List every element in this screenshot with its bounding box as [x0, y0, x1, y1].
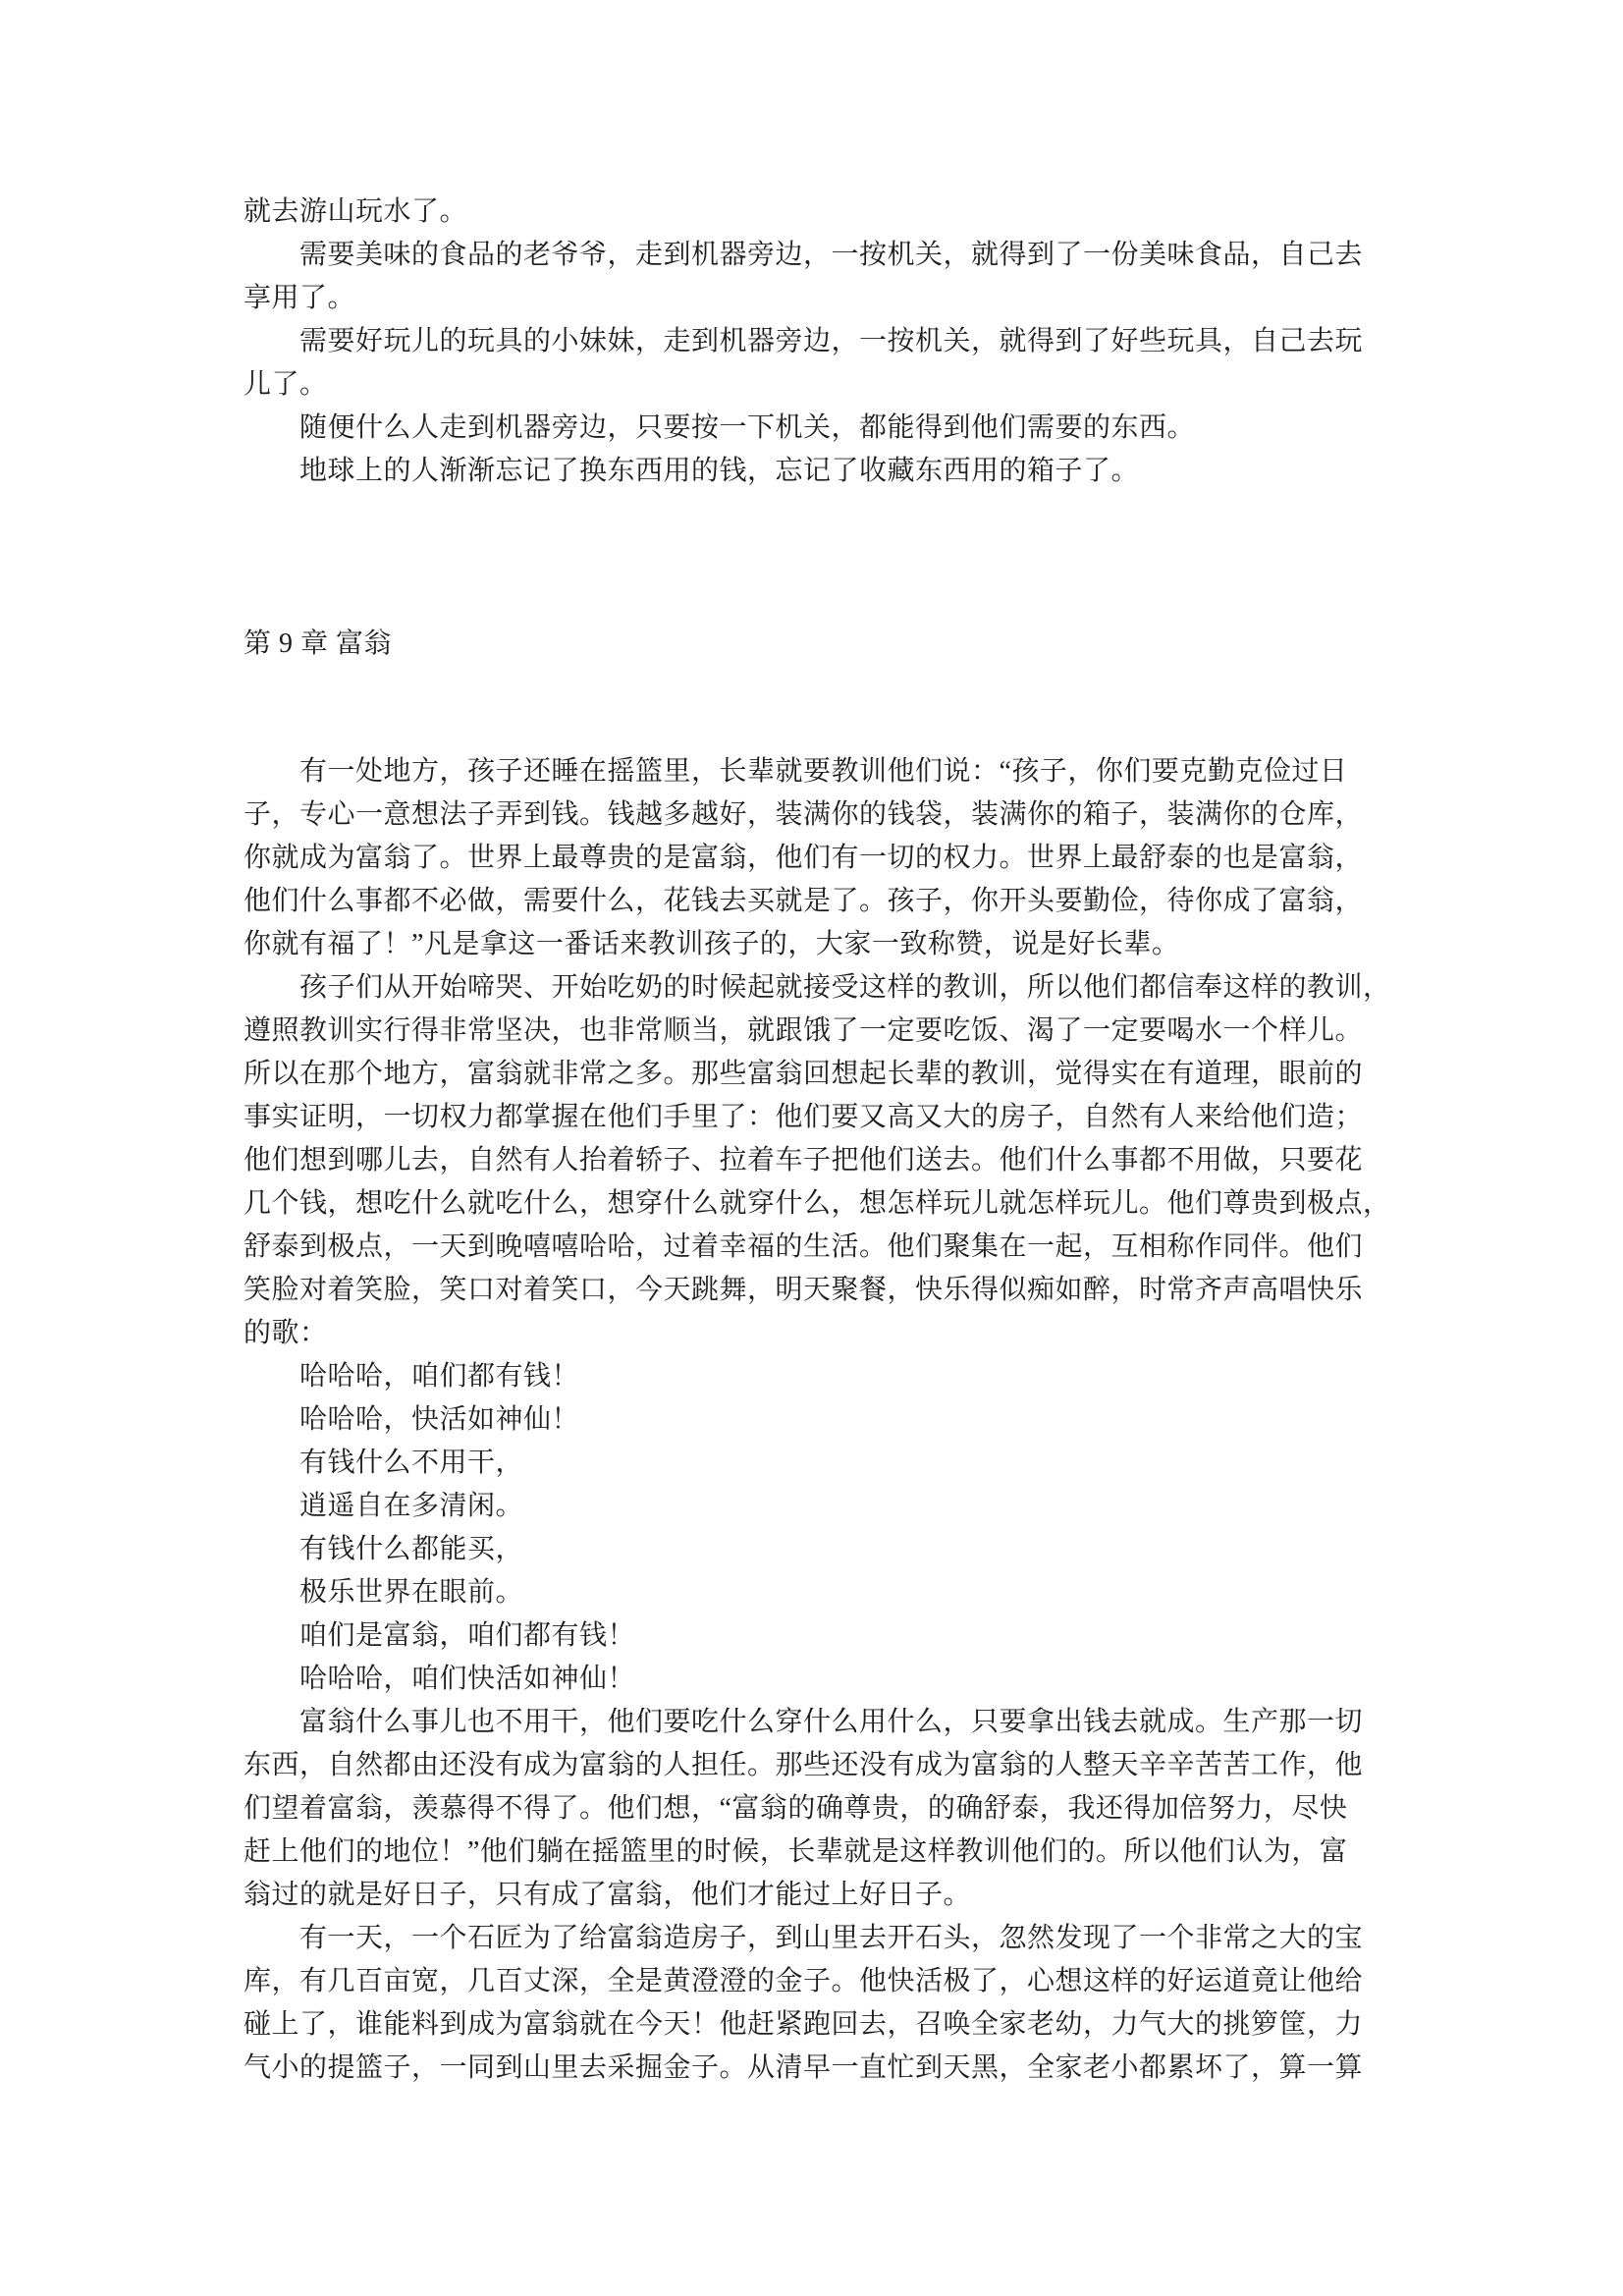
text-line: 孩子们从开始啼哭、开始吃奶的时候起就接受这样的教训，所以他们都信奉这样的教训，: [299, 972, 1391, 1003]
text-block: [243, 191, 1402, 2090]
text-line: 事实证明，一切权力都掌握在他们手里了：他们要又高又大的房子，自然有人来给他们造；: [243, 1102, 1364, 1132]
text-line: 库，有几百亩宽，几百丈深，全是黄澄澄的金子。他快活极了，心想这样的好运道竟让他给: [243, 1966, 1364, 1996]
text-line: 气小的提篮子，一同到山里去采掘金子。从清早一直忙到天黑，全家老小都累坏了，算一算: [243, 2052, 1364, 2083]
text-line: 逍遥自在多清闲。: [299, 1491, 524, 1521]
text-line: 咱们是富翁，咱们都有钱！: [299, 1620, 636, 1651]
text-line: 碰上了，谁能料到成为富翁就在今天！他赶紧跑回去，召唤全家老幼，力气大的挑箩筐，力: [243, 2009, 1364, 2040]
text-line: 他们什么事都不必做，需要什么，花钱去买就是了。孩子，你开头要勤俭，待你成了富翁，: [243, 886, 1364, 916]
text-line: 你就成为富翁了。世界上最尊贵的是富翁，他们有一切的权力。世界上最舒泰的也是富翁，: [243, 843, 1364, 873]
text-line: 所以在那个地方，富翁就非常之多。那些富翁回想起长辈的教训，觉得实在有道理，眼前的: [243, 1059, 1364, 1089]
text-line: 有钱什么都能买，: [299, 1534, 524, 1564]
text-line: 富翁什么事儿也不用干，他们要吃什么穿什么用什么，只要拿出钱去就成。生产那一切: [299, 1707, 1364, 1737]
text-line: 随便什么人走到机器旁边，只要按一下机关，都能得到他们需要的东西。: [299, 412, 1196, 443]
text-line: 享用了。: [243, 283, 356, 313]
text-line: 需要美味的食品的老爷爷，走到机器旁边，一按机关，就得到了一份美味食品，自己去: [299, 240, 1364, 270]
text-line: 地球上的人渐渐忘记了换东西用的钱，忘记了收藏东西用的箱子了。: [299, 456, 1140, 486]
text-line: 几个钱，想吃什么就吃什么，想穿什么就穿什么，想怎样玩儿就怎样玩儿。他们尊贵到极点，: [243, 1188, 1391, 1219]
text-line: 遵照教训实行得非常坚决，也非常顺当，就跟饿了一定要吃饭、渴了一定要喝水一个样儿。: [243, 1015, 1364, 1046]
text-line: 赶上他们的地位！”他们躺在摇篮里的时候，长辈就是这样教训他们的。所以他们认为，富: [243, 1836, 1348, 1867]
chapter-heading: 第 9 章 富翁: [243, 629, 393, 659]
text-line: 需要好玩儿的玩具的小妹妹，走到机器旁边，一按机关，就得到了好些玩具，自己去玩: [299, 326, 1364, 356]
text-line: 儿了。: [243, 369, 328, 400]
text-line: 你就有福了！”凡是拿这一番话来教训孩子的，大家一致称赞，说是好长辈。: [243, 929, 1180, 959]
text-line: 哈哈哈，咱们快活如神仙！: [299, 1664, 636, 1694]
text-line: 们望着富翁，羡慕得不得了。他们想，“富翁的确尊贵，的确舒泰，我还得加倍努力，尽快: [243, 1793, 1348, 1824]
text-line: 笑脸对着笑脸，笑口对着笑口，今天跳舞，明天聚餐，快乐得似痴如醉，时常齐声高唱快乐: [243, 1275, 1364, 1305]
text-line: 舒泰到极点，一天到晚嘻嘻哈哈，过着幸福的生活。他们聚集在一起，互相称作同伴。他们: [243, 1231, 1364, 1262]
text-line: 就去游山玩水了。: [243, 196, 468, 227]
text-line: 东西，自然都由还没有成为富翁的人担任。那些还没有成为富翁的人整天辛辛苦苦工作，他: [243, 1750, 1364, 1780]
text-line: 哈哈哈，快活如神仙！: [299, 1404, 580, 1435]
text-line: 有一天，一个石匠为了给富翁造房子，到山里去开石头，忽然发现了一个非常之大的宝: [299, 1923, 1364, 1953]
text-line: 有钱什么不用干，: [299, 1448, 524, 1478]
text-line: 有一处地方，孩子还睡在摇篮里，长辈就要教训他们说：“孩子，你们要克勤克俭过日: [299, 756, 1348, 787]
text-line: 哈哈哈，咱们都有钱！: [299, 1361, 580, 1392]
text-line: 的歌：: [243, 1318, 328, 1348]
text-line: 他们想到哪儿去，自然有人抬着轿子、拉着车子把他们送去。他们什么事都不用做，只要花: [243, 1145, 1364, 1175]
text-line: 子，专心一意想法子弄到钱。钱越多越好，装满你的钱袋，装满你的箱子，装满你的仓库，: [243, 799, 1364, 830]
text-line: 翁过的就是好日子，只有成了富翁，他们才能过上好日子。: [243, 1880, 972, 1910]
text-line: 极乐世界在眼前。: [299, 1577, 524, 1608]
